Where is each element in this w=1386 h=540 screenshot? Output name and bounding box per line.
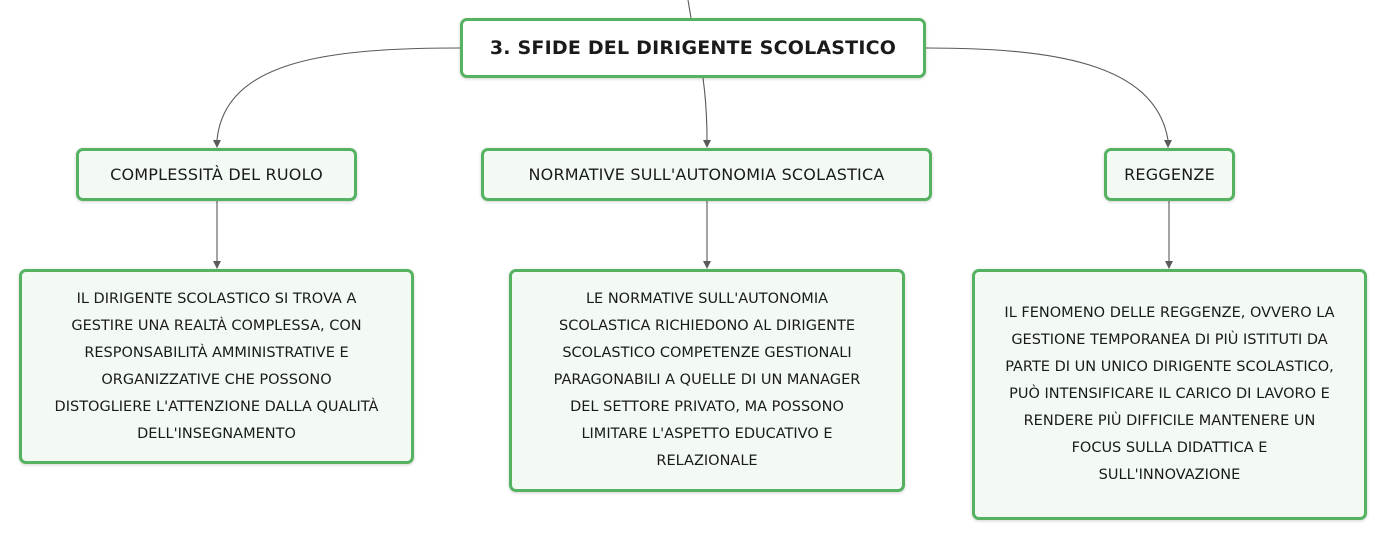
arrowhead-reggenze [1164, 140, 1172, 148]
detail-node-reggenze[interactable] [972, 269, 1367, 520]
branch-node-title: NORMATIVE SULL'AUTONOMIA SCOLASTICA [528, 165, 885, 184]
arrowhead-normative [703, 140, 711, 148]
branch-node-title: REGGENZE [1124, 165, 1215, 184]
detail-node-text: IL FENOMENO DELLE REGGENZE, OVVERO LA GESTIONE TEMPORANEA DI PIÙ ISTITUTI DA PARTE DI UN UNICO DIRIGENTE SCOLASTICO, PUÒ INTENSIFICARE IL CARICO DI LAVORO E RENDERE PIÙ DIFFICILE MANTENERE UN FOCUS SULLA DIDATTICA E SULL'INNOVAZIONE [1004, 305, 1335, 483]
branch-node-complessita-del-ruolo[interactable] [76, 148, 357, 201]
root-node-title: 3. SFIDE DEL DIRIGENTE SCOLASTICO [489, 37, 897, 59]
detail-node-text: LE NORMATIVE SULL'AUTONOMIA SCOLASTICA RICHIEDONO AL DIRIGENTE SCOLASTICO COMPETENZE GESTIONALI PARAGONABILI A QUELLE DI UN MANAGER DEL SETTORE PRIVATO, MA POSSONO LIMITARE L'ASPETTO EDUCATIVO E RELAZIONALE [553, 291, 861, 469]
branch-node-title: COMPLESSITÀ DEL RUOLO [110, 165, 323, 184]
connector-root-to-normative [703, 78, 707, 140]
arrowhead-normative-detail [703, 261, 711, 269]
detail-node-text: IL DIRIGENTE SCOLASTICO SI TROVA A GESTIRE UNA REALTÀ COMPLESSA, CON RESPONSABILITÀ AMMINISTRATIVE E ORGANIZZATIVE CHE POSSONO DISTOGLIERE L'ATTENZIONE DALLA QUALITÀ DELL'INSEGNAMENTO [54, 290, 379, 442]
branch-node-reggenze[interactable] [1104, 148, 1235, 201]
connector-root-to-complessita [217, 48, 460, 140]
detail-node-complessita-del-ruolo[interactable] [19, 269, 414, 464]
arrowhead-reggenze-detail [1165, 261, 1173, 269]
root-node[interactable] [460, 18, 926, 78]
detail-node-normative-autonomia[interactable] [509, 269, 905, 492]
connector-root-to-reggenze [926, 48, 1168, 140]
arrowhead-complessita-detail [213, 261, 221, 269]
arrowhead-complessita [213, 140, 221, 148]
parent-connector [688, 0, 691, 18]
branch-node-normative-autonomia[interactable] [481, 148, 932, 201]
